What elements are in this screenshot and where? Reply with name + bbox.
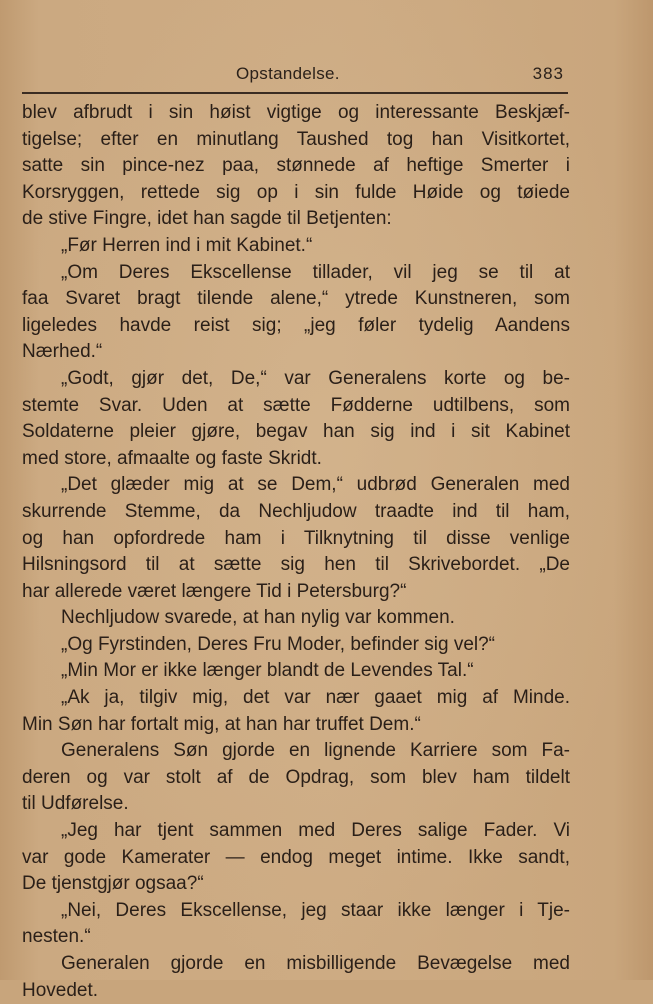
text-line: med store, afmaalte og faste Skridt. [22, 447, 322, 469]
text-line: Generalen gjorde en misbilligende Bevægelse med [61, 953, 570, 974]
text-line: „Ak ja, tilgiv mig, det var nær gaaet mig af Minde. [61, 687, 570, 709]
text-line: Soldaterne pleier gjøre, begav han sig ind i sit Kabinet [22, 421, 570, 443]
text-line: „Det glæder mig at se Dem,“ udbrød Generalen med [61, 474, 570, 496]
text-line: de stive Fingre, idet han sagde til Betjenten: [22, 208, 392, 230]
text-line: ligeledes havde reist sig; „jeg føler tydelig Aandens [22, 314, 570, 336]
running-title: Opstandelse. [236, 64, 340, 83]
header-rule [22, 92, 568, 94]
text-line: Korsryggen, rettede sig op i sin fulde Høide og tøiede [22, 181, 570, 203]
text-line: Min Søn har fortalt mig, at han har truffet Dem.“ [22, 713, 421, 735]
text-line: og han opfordrede ham i Tilknytning til disse venlige [22, 527, 570, 549]
body-text [22, 100, 570, 1004]
text-line: Nærhed.“ [22, 341, 103, 363]
text-line: Hovedet. [22, 979, 99, 1001]
text-line: Nechljudow svarede, at han nylig var kommen. [61, 607, 455, 629]
text-line: „Godt, gjør det, De,“ var Generalens korte og be- [61, 367, 570, 389]
text-line: „Om Deres Ekscellense tillader, vil jeg se til at [61, 261, 570, 283]
text-line: „Før Herren ind i mit Kabinet.“ [61, 234, 313, 256]
text-line: faa Svaret bragt tilende alene,“ ytrede Kunstneren, som [22, 288, 570, 310]
text-line: har allerede været længere Tid i Petersburg?“ [22, 580, 407, 602]
text-line: Generalens Søn gjorde en lignende Karriere som Fa- [61, 740, 570, 762]
text-line: var gode Kamerater — endog meget intime. Ikke sandt, [22, 846, 570, 868]
page-number: 383 [532, 64, 564, 83]
text-line: tigelse; efter en minutlang Taushed tog han Visitkortet, [22, 128, 570, 150]
text-line: „Jeg har tjent sammen med Deres salige Fader. Vi [61, 820, 570, 842]
text-line: satte sin pince-nez paa, stønnede af heftige Smerter i [22, 155, 570, 177]
text-line: skurrende Stemme, da Nechljudow traadte ind til ham, [22, 500, 570, 522]
text-line: til Udførelse. [22, 793, 129, 815]
text-line: stemte Svar. Uden at sætte Fødderne udtilbens, som [22, 394, 570, 416]
page-header [22, 64, 570, 90]
text-line: „Nei, Deres Ekscellense, jeg staar ikke længer i Tje- [61, 899, 570, 921]
text-line: „Og Fyrstinden, Deres Fru Moder, befinder sig vel?“ [61, 633, 496, 655]
text-line: „Min Mor er ikke længer blandt de Levendes Tal.“ [61, 660, 474, 682]
text-line: nesten.“ [22, 926, 91, 948]
text-line: blev afbrudt i sin høist vigtige og interessante Beskjæf- [22, 102, 570, 123]
text-line: deren og var stolt af de Opdrag, som blev ham tildelt [22, 766, 570, 788]
text-line: Hilsningsord til at sætte sig hen til Skrivebordet. „De [22, 554, 570, 576]
text-line: De tjenstgjør ogsaa?“ [22, 873, 204, 895]
